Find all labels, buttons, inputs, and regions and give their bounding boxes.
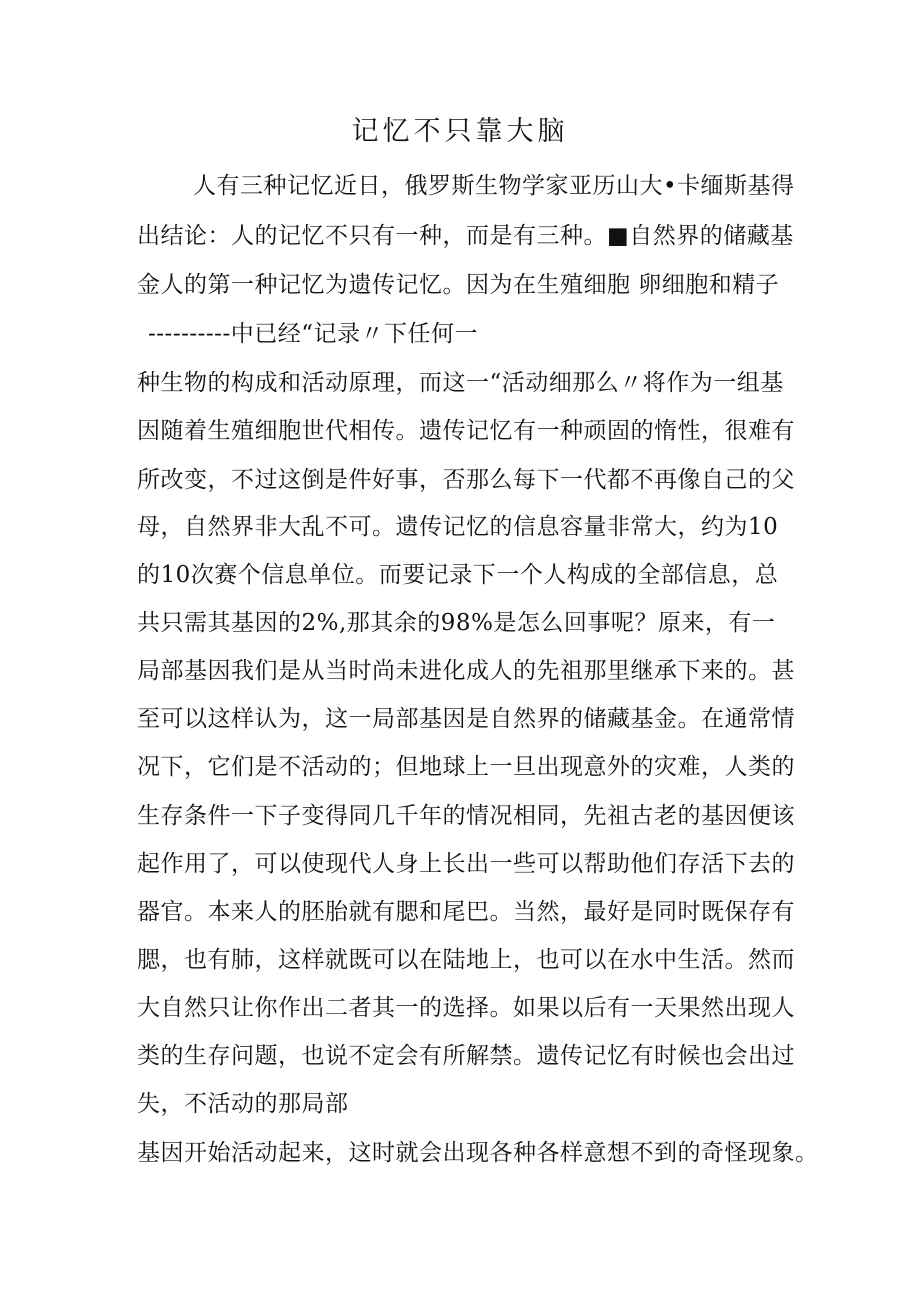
text-line-8: 母，自然界非大乱不可。遗传记忆的信息容量非常大，约为10	[137, 514, 779, 540]
text-line-15: 起作用了，可以使现代人身上长出一些可以帮助他们存活下去的	[137, 851, 795, 877]
text-line-20: 失，不活动的那局部	[137, 1091, 349, 1117]
text-line-2: 出结论：人的记忆不只有一种，而是有三种。■自然界的储藏基	[137, 223, 794, 249]
text-line-4: ----------中已经“记录〃下任何一	[148, 321, 478, 347]
text-line-7: 所改变，不过这倒是件好事，否那么每下一代都不再像自己的父	[137, 467, 795, 493]
text-line-11: 局部基因我们是从当时尚未进化成人的先祖那里继承下来的。甚	[137, 658, 795, 684]
text-line-12: 至可以这样认为，这一局部基因是自然界的储藏基金。在通常情	[137, 706, 795, 732]
text-line-18: 大自然只让你作出二者其一的选择。如果以后有一天果然出现人	[137, 995, 795, 1021]
text-line-1: 人有三种记忆近日，俄罗斯生物学家亚历山大•卡缅斯基得	[193, 173, 795, 199]
text-line-5: 种生物的构成和活动原理，而这一“活动细那么〃将作为一组基	[137, 370, 784, 396]
text-line-14: 生存条件一下子变得同几千年的情况相同，先祖古老的基因便该	[137, 803, 795, 829]
text-line-19: 类的生存问题，也说不定会有所解禁。遗传记忆有时候也会出过	[137, 1043, 795, 1069]
text-line-17: 腮，也有肺，这样就既可以在陆地上，也可以在水中生活。然而	[137, 947, 795, 973]
text-line-9: 的10次赛个信息单位。而要记录下一个人构成的全部信息，总	[137, 562, 779, 588]
text-line-21: 基因开始活动起来，这时就会出现各种各样意想不到的奇怪现象。	[137, 1140, 819, 1166]
text-line-13: 况下，它们是不活动的；但地球上一旦出现意外的灾难，人类的	[137, 754, 795, 780]
text-line-3: 金人的第一种记忆为遗传记忆。因为在生殖细胞 卵细胞和精子	[137, 272, 780, 298]
document-title: 记忆不只靠大脑	[351, 116, 569, 147]
text-line-10: 共只需其基因的2%,那其余的98%是怎么回事呢？原来，有一	[137, 610, 776, 636]
text-line-6: 因随着生殖细胞世代相传。遗传记忆有一种顽固的惰性，很难有	[137, 418, 795, 444]
text-line-16: 器官。本来人的胚胎就有腮和尾巴。当然，最好是同时既保存有	[137, 899, 795, 925]
